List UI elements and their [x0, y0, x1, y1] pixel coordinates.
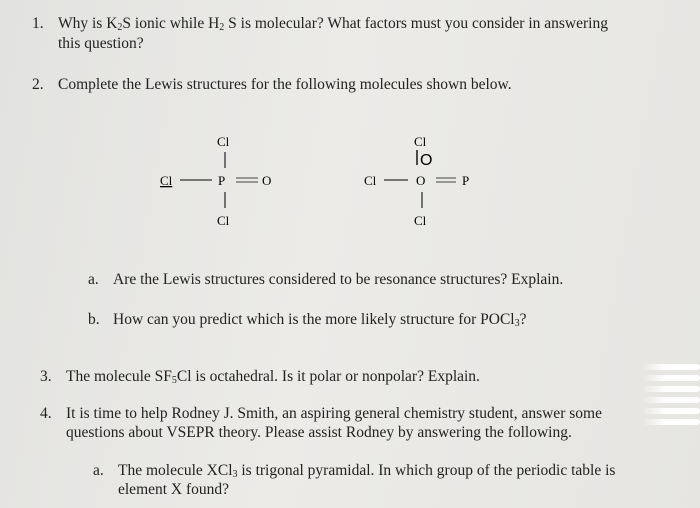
glare-reflection [642, 386, 700, 392]
s2-left-cl: Cl [364, 173, 377, 188]
lewis-structure-2 [350, 130, 500, 235]
s1-right-o: O [262, 173, 272, 188]
q3-text: The molecule $SF_5Cl$ is octahedral. Is it polar or nonpolar? Explain. [66, 368, 480, 386]
glare-reflection [642, 375, 700, 381]
q4a-text-line2: element X found? [118, 481, 230, 498]
q4-text-line1: It is time to help Rodney J. Smith, an aspiring general chemistry student, answer some [66, 405, 602, 422]
q4a-text-line1: The molecule XCl$_3$ is trigonal pyramidal. In which group of the periodic table is [118, 462, 616, 480]
q2-number: 2. [32, 76, 44, 93]
s1-left-cl: Cl [160, 173, 173, 188]
glare-reflection [642, 364, 700, 370]
q4-number: 4. [40, 405, 52, 422]
glare-reflection [642, 397, 700, 403]
q3-number: 3. [40, 368, 52, 385]
s2-right-p: P [462, 173, 470, 188]
glare-reflection [642, 408, 700, 414]
q2-text: Complete the Lewis structures for the following molecules shown below. [58, 76, 512, 93]
s2-center-o: O [416, 173, 426, 188]
q2a-text: Are the Lewis structures considered to be resonance structures? Explain. [113, 271, 564, 288]
s2-top-cl: Cl [414, 134, 427, 149]
lewis-structure-1 [150, 130, 290, 235]
q4-text-line2: questions about VSEPR theory. Please assist Rodney by answering the following. [66, 424, 572, 441]
s2-bottom-cl: Cl [414, 213, 427, 228]
q2b-label: b. [88, 311, 100, 328]
s1-top-cl: Cl [217, 134, 230, 149]
glare-reflection [642, 419, 700, 425]
s1-bottom-cl: Cl [217, 213, 230, 228]
q4a-label: a. [93, 462, 104, 479]
q2a-label: a. [88, 271, 99, 288]
q1-text-line1: Why is $K_2S$ ionic while $H_2$ S is molecular? What factors must you consider in answering [58, 15, 608, 33]
q1-number: 1. [32, 15, 44, 32]
q2b-text: How can you predict which is the more likely structure for POCl$_3$? [113, 311, 527, 329]
s1-center-p: P [218, 173, 226, 188]
s2-top-o: O [420, 152, 433, 169]
q1-text-line2: this question? [58, 35, 144, 52]
